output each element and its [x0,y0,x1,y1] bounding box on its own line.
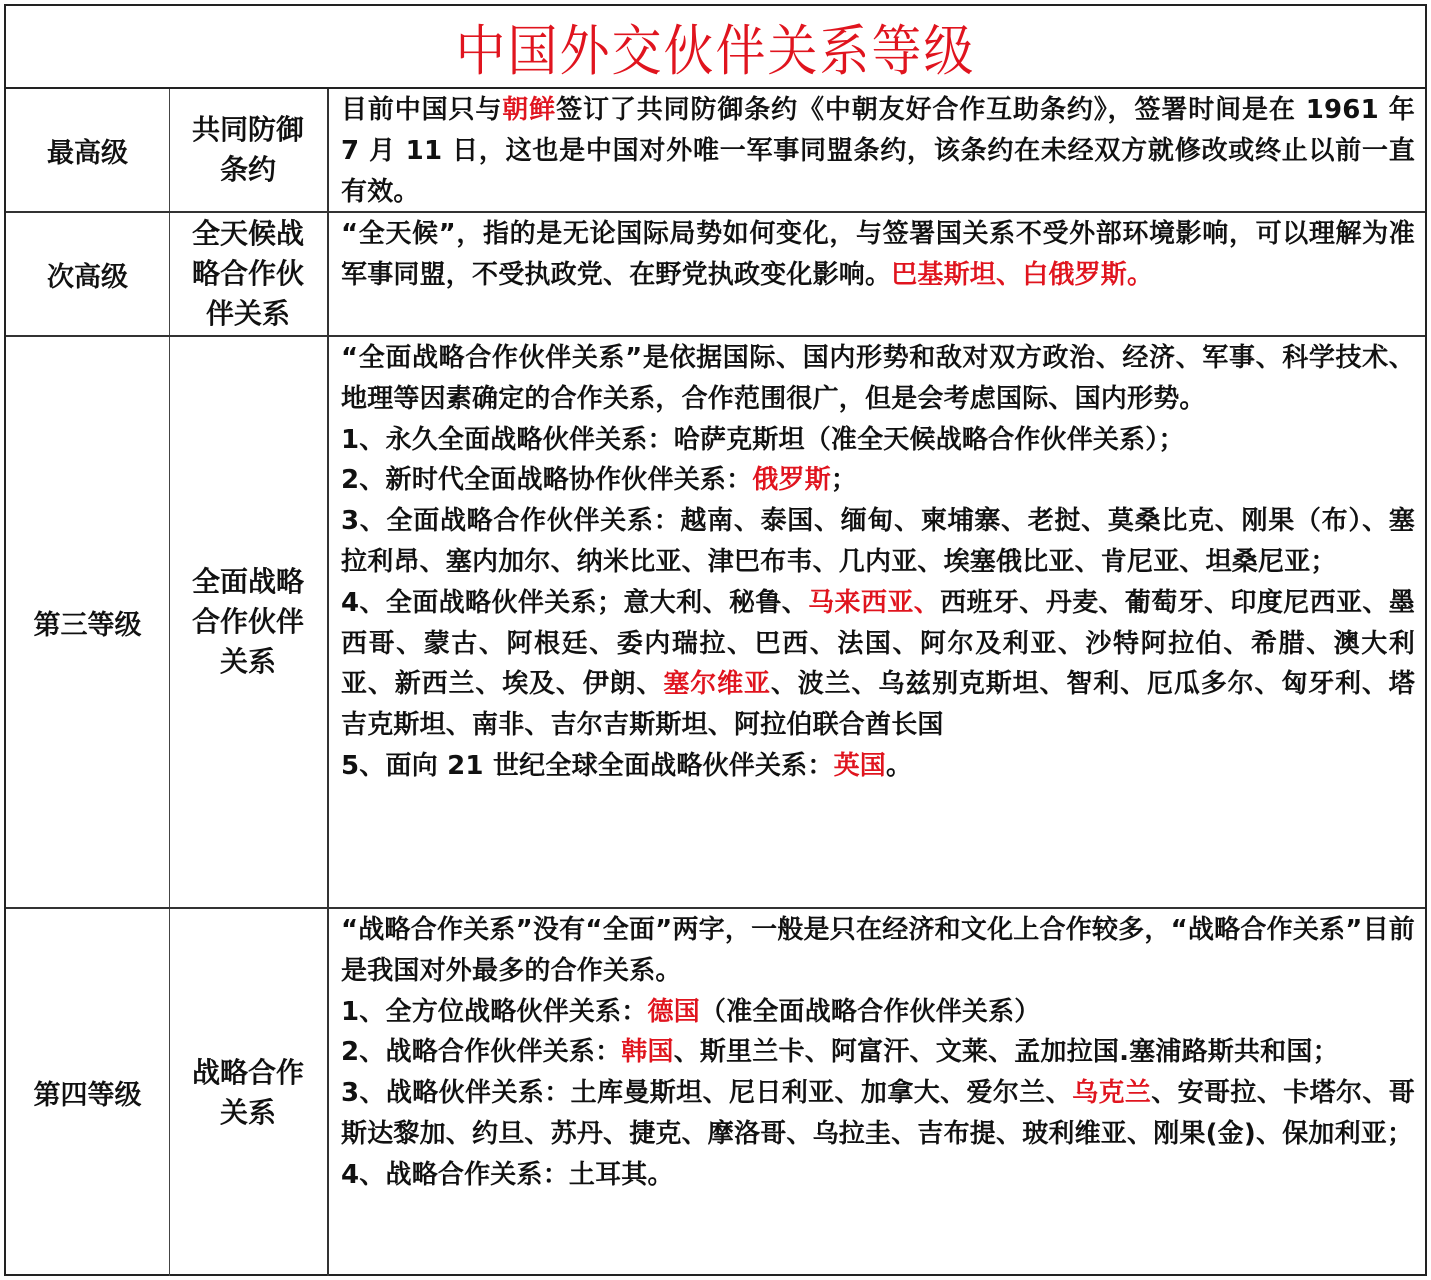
text: 、波兰、乌兹别克斯坦、智利、厄瓜多尔、匈牙利、塔吉克斯坦、南非、吉尔吉斯斯坦、阿拉伯联合酋长国 [341,669,1415,741]
text: 西班牙、丹麦、葡萄牙、印度尼西亚、墨西哥、蒙古、阿根廷、委内瑞拉、巴西、法国、阿尔及利亚、沙特阿拉伯、希腊、澳大利亚、新西兰、埃及、伊朗、 [341,587,1415,700]
level-cell: 最高级 [6,89,170,211]
text: 、斯里兰卡、阿富汗、文莱、孟加拉国.塞浦路斯共和国； [673,1037,1339,1068]
highlight-country: 英国 [833,750,886,781]
highlight-country: 韩国 [621,1037,674,1068]
relation-cell [169,89,329,211]
text: 2、新时代全面战略协作伙伴关系： [341,465,753,496]
highlight-country: 俄罗斯 [752,465,831,496]
level-cell: 次高级 [6,213,170,335]
text: 、安哥拉、卡塔尔、哥斯达黎加、约旦、苏丹、捷克、摩洛哥、乌拉圭、吉布提、玻利维亚、刚果(金)、保加利亚； [341,1078,1415,1149]
relation-label: 战略合作关系 [191,1055,304,1129]
highlight-country: 朝鲜 [502,95,557,125]
list-item [341,460,1415,501]
list-item [341,1032,1415,1073]
highlight-country: 乌克兰 [1072,1078,1152,1109]
page-title: 中国外交伙伴关系等级 [455,18,976,83]
relation-cell [169,909,329,1276]
table-row-level-4 [6,909,1425,1276]
highlight-country: 塞尔维亚 [663,669,771,700]
description-cell [341,909,1415,1276]
table-row-level-2 [6,213,1425,337]
text: 。 [885,750,913,781]
description-cell [341,213,1415,335]
highlight-country: 德国 [647,996,700,1027]
description-cell [341,337,1415,907]
text: （准全面战略合作伙伴关系） [699,996,1041,1027]
relation-cell [169,337,329,907]
intro-text: “全面战略合作伙伴关系”是依据国际、国内形势和敌对双方政治、经济、军事、科学技术、地理等因素确定的合作关系，合作范围很广，但是会考虑国际、国内形势。 [341,343,1415,414]
relation-label: 全天候战略合作伙伴关系 [191,217,304,330]
intro-text: “战略合作关系”没有“全面”两字，一般是只在经济和文化上合作较多，“战略合作关系”目前是我国对外最多的合作关系。 [341,915,1415,986]
highlight-country: 巴基斯坦、白俄罗斯。 [891,259,1154,290]
text: 1、全方位战略伙伴关系： [341,996,648,1027]
list-item: 1、永久全面战略伙伴关系：哈萨克斯坦（准全天候战略合作伙伴关系）； [341,424,1185,455]
title-row [6,6,1425,89]
description-cell [341,89,1415,211]
text: ； [830,465,858,496]
text: 签订了共同防御条约《中朝友好合作互助条约》，签署时间是在 1961 年 7 月 11 日，这也是中国对外唯一军事同盟条约，该条约在未经双方就修改或终止以前一直有效。 [341,95,1415,207]
text: 3、战略伙伴关系：土库曼斯坦、尼日利亚、加拿大、爱尔兰、 [341,1078,1073,1109]
relation-label: 共同防御条约 [191,113,304,186]
list-item: 4、战略合作关系：土耳其。 [341,1159,674,1190]
level-cell: 第四等级 [6,909,170,1276]
list-item: 3、全面战略合作伙伴关系：越南、泰国、缅甸、柬埔寨、老挝、莫桑比克、刚果（布）、塞拉利昂、塞内加尔、纳米比亚、津巴布韦、几内亚、埃塞俄比亚、肯尼亚、坦桑尼亚； [341,506,1415,577]
list-item [341,583,1415,746]
relation-label: 全面战略合作伙伴关系 [191,565,304,678]
highlight-country: 马来西亚、 [808,587,941,618]
table-row-level-3 [6,337,1425,909]
level-cell: 第三等级 [6,337,170,907]
list-item [341,746,1415,787]
table-row-level-1 [6,89,1425,213]
text: 4、全面战略伙伴关系；意大利、秘鲁、 [341,587,809,618]
list-item [341,992,1415,1033]
list-item [341,1073,1415,1155]
text: 2、战略合作伙伴关系： [341,1037,622,1068]
text: “全天候”，指的是无论国际局势如何变化，与签署国关系不受外部环境影响，可以理解为准军事同盟，不受执政党、在野党执政变化影响。 [341,219,1415,290]
partnership-table [4,4,1427,1276]
text: 5、面向 21 世纪全球全面战略伙伴关系： [341,750,834,781]
relation-cell [169,213,329,335]
text: 目前中国只与 [341,95,503,125]
